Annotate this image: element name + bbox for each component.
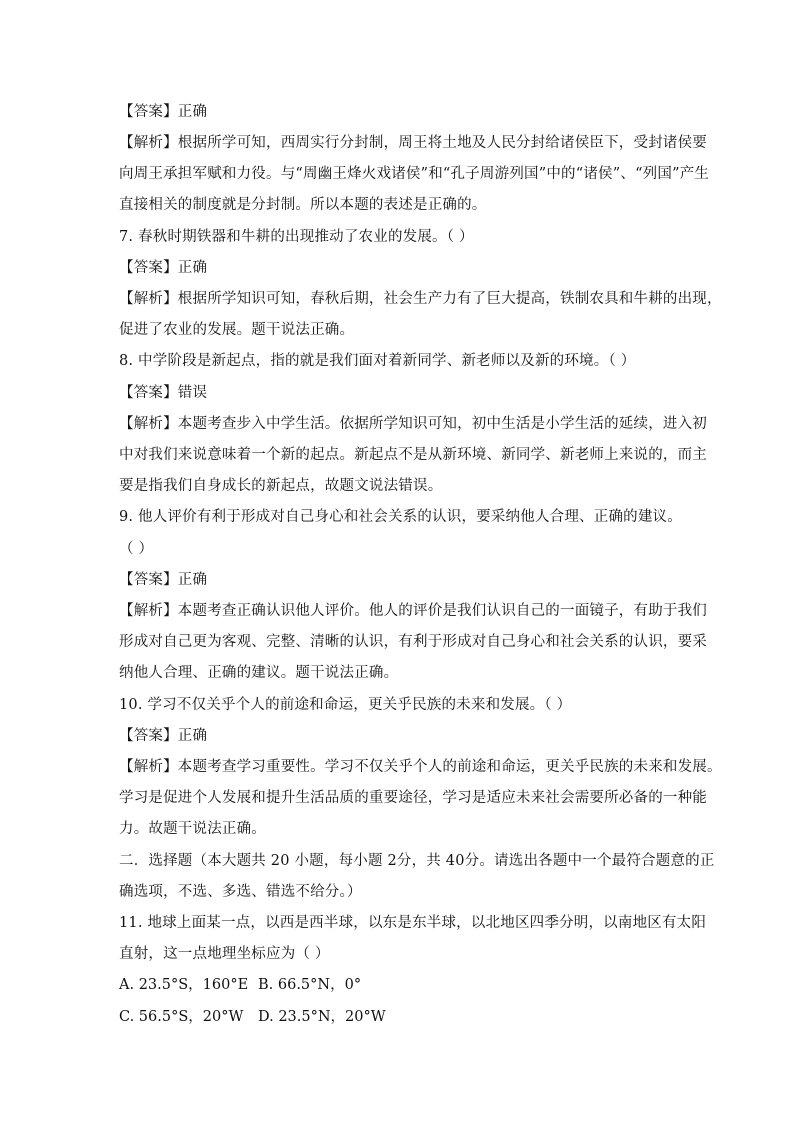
analysis-line: 【解析】本题考查学习重要性。学习不仅关乎个人的前途和命运，更关乎民族的未来和发展。 [119,759,722,775]
answer-line: 【答案】正确 [119,104,208,120]
answer-line: 【答案】正确 [119,728,208,744]
question-11: 直射，这一点地理坐标应为（ ） [119,946,330,962]
option-d: D. 23.5°N，20°W [258,1009,386,1025]
analysis-line: 促进了农业的发展。题干说法正确。 [119,322,355,338]
question-7: 7. 春秋时期铁器和牛耕的出现推动了农业的发展。（ ） [119,229,474,245]
option-a: A. 23.5°S，160°E [119,977,249,993]
analysis-line: 【解析】本题考查正确认识他人评价。他人的评价是我们认识自己的一面镜子，有助于我们 [119,603,707,619]
option-c: C. 56.5°S，20°W [119,1009,244,1025]
analysis-line: 【解析】根据所学知识可知，春秋后期，社会生产力有了巨大提高，铁制农具和牛耕的出现， [119,291,722,307]
analysis-line: 要是指我们自身成长的新起点，故题文说法错误。 [119,478,443,494]
answer-line: 【答案】错误 [119,385,208,401]
answer-line: 【答案】正确 [119,572,208,588]
option-b: B. 66.5°N，0° [258,977,362,993]
question-8: 8. 中学阶段是新起点，指的就是我们面对着新同学、新老师以及新的环境。（ ） [119,353,636,369]
analysis-line: 力。故题干说法正确。 [119,821,266,837]
question-9-blank: （ ） [119,541,154,557]
question-9: 9. 他人评价有利于形成对自己身心和社会关系的认识，要采纳他人合理、正确的建议。 [119,509,682,525]
analysis-line: 学习是促进个人发展和提升生活品质的重要途径，学习是适应未来社会需要所必备的一种能 [119,790,707,806]
question-10: 10. 学习不仅关乎个人的前途和命运，更关乎民族的未来和发展。（ ） [119,697,572,713]
analysis-line: 向周王承担军赋和力役。与“周幽王烽火戏诸侯”和“孔子周游列国”中的“诸侯”、“列国”产生 [119,166,710,182]
analysis-line: 中对我们来说意味着一个新的起点。新起点不是从新环境、新同学、新老师上来说的，而主 [119,447,707,463]
analysis-line: 形成对自己更为客观、完整、清晰的认识，有利于形成对自己身心和社会关系的认识，要采 [119,634,707,650]
analysis-line: 【解析】本题考查步入中学生活。依据所学知识可知，初中生活是小学生活的延续，进入初 [119,416,707,432]
answer-line: 【答案】正确 [119,260,208,276]
analysis-line: 【解析】根据所学可知，西周实行分封制，周王将土地及人民分封给诸侯臣下，受封诸侯要 [119,135,707,151]
analysis-line: 纳他人合理、正确的建议。题干说法正确。 [119,665,399,681]
section-heading: 确选项，不选、多选、错选不给分。） [119,884,362,900]
section-heading: 二．选择题（本大题共 20 小题，每小题 2分，共 40分。请选出各题中一个最符合题意的正 [119,853,715,869]
question-11: 11. 地球上面某一点，以西是西半球，以东是东半球，以北地区四季分明，以南地区有太阳 [119,915,707,931]
analysis-line: 直接相关的制度就是分封制。所以本题的表述是正确的。 [119,197,487,213]
